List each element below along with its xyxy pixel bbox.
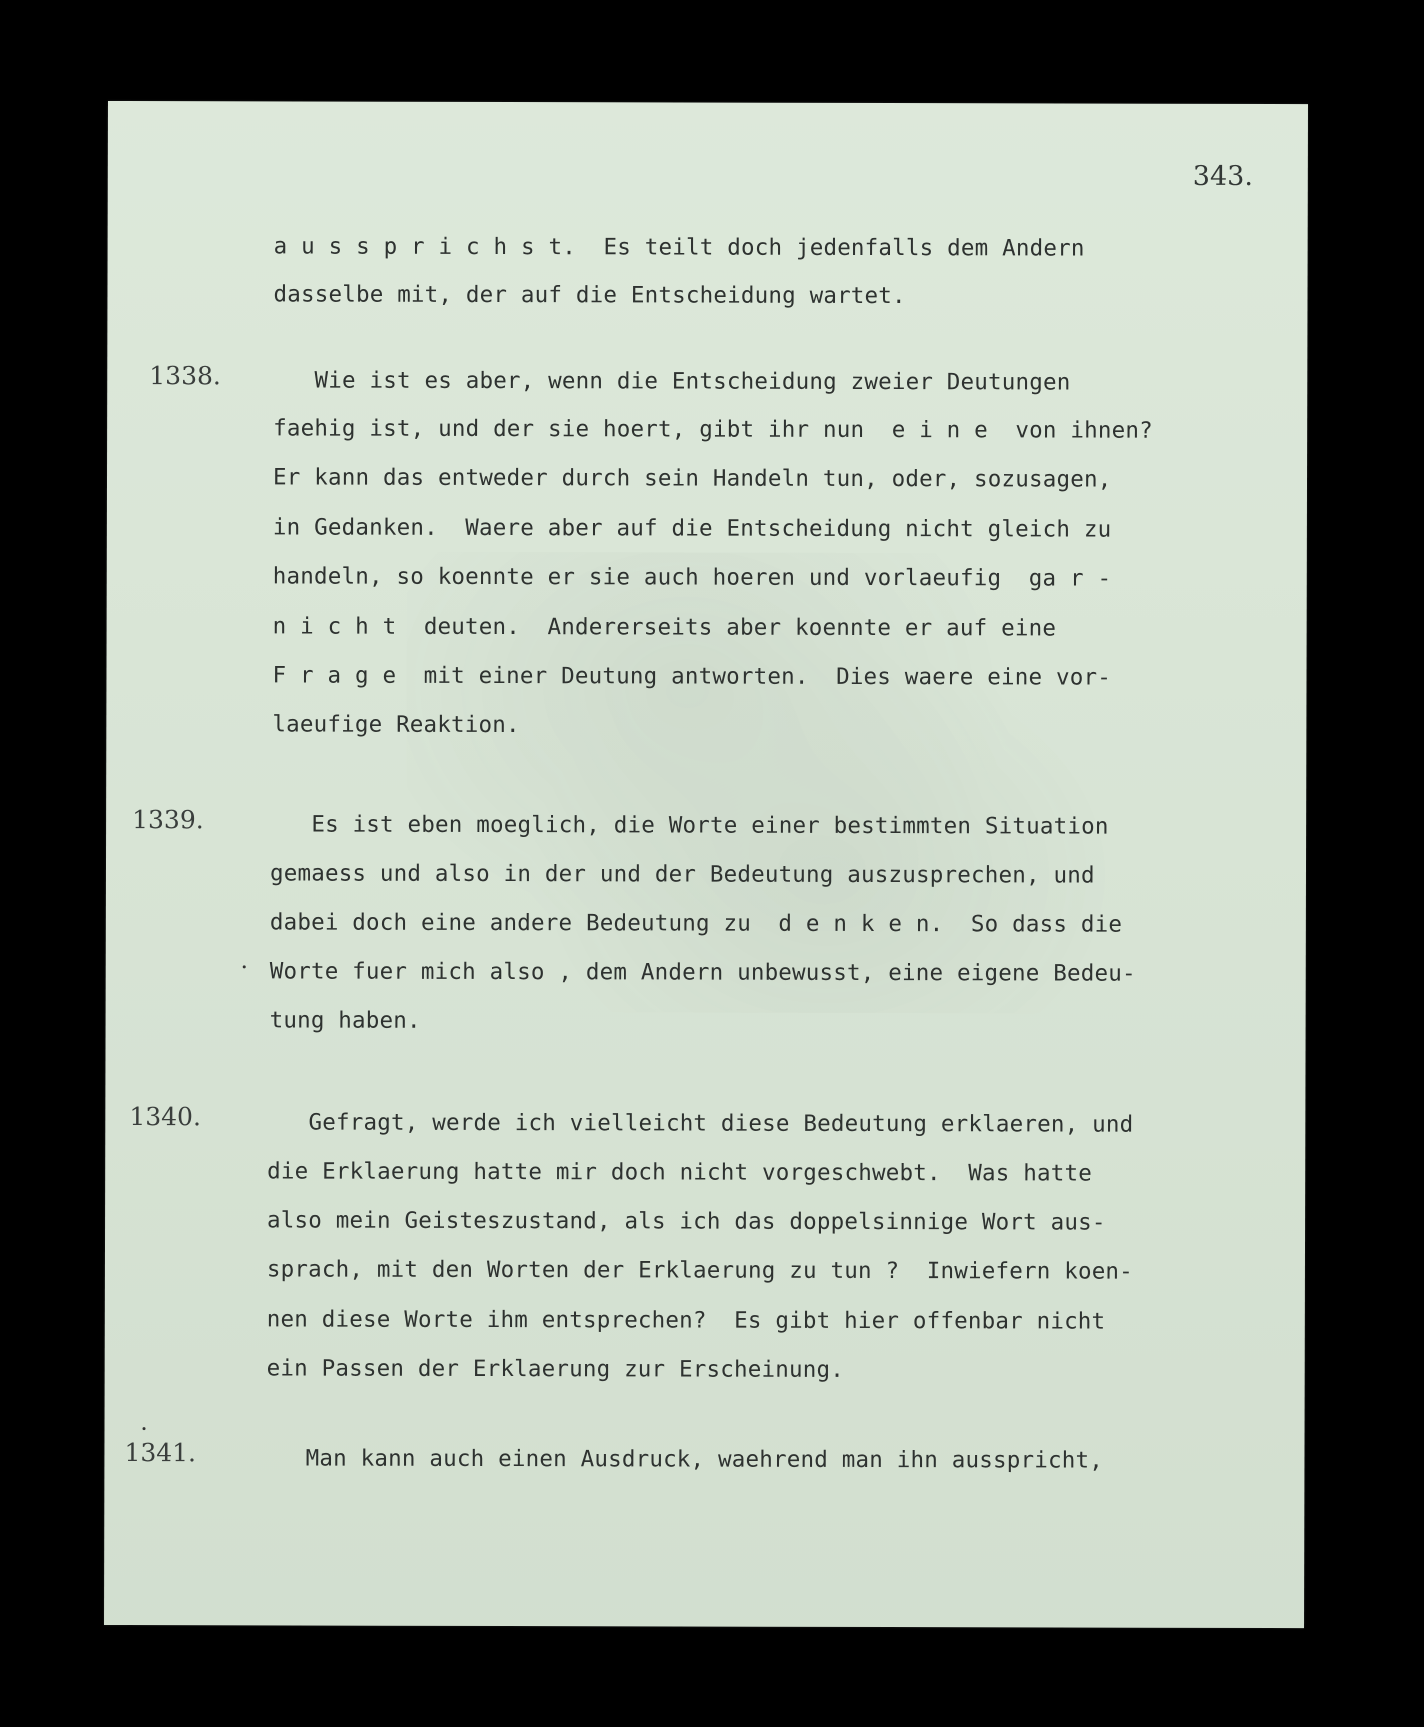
text-line: handeln, so koennte er sie auch hoeren und vorlaeufig ga r - — [272, 563, 1112, 592]
paragraph-number: 1341. — [124, 1438, 197, 1468]
text-line: faehig ist, und der sie hoert, gibt ihr nun e i n e von ihnen? — [273, 415, 1153, 444]
text-line: Gefragt, werde ich vielleicht diese Bedeutung erklaeren, und — [267, 1109, 1134, 1138]
paragraph-number: 1339. — [132, 805, 204, 835]
paragraph-number: 1338. — [149, 361, 221, 391]
text-line: Er kann das entweder durch sein Handeln tun, oder, sozusagen, — [272, 464, 1112, 493]
typewritten-page — [104, 101, 1308, 1628]
text-line: F r a g e mit einer Deutung antworten. Dies waere eine vor- — [272, 662, 1112, 691]
text-line: die Erklaerung hatte mir doch nicht vorgeschwebt. Was hatte — [267, 1158, 1093, 1187]
paragraph-number: 1340. — [129, 1102, 201, 1132]
paragraph-1341 — [104, 101, 1308, 1628]
text-line: Man kann auch einen Ausdruck, waehrend man ihn ausspricht, — [264, 1445, 1103, 1474]
text-line: in Gedanken. Waere aber auf die Entscheidung nicht gleich zu — [272, 514, 1112, 543]
text-line: dasselbe mit, der auf die Entscheidung wartet. — [273, 281, 906, 310]
text-line: tung haben. — [269, 1007, 421, 1034]
text-line: a u s s p r i c h s t. Es teilt doch jedenfalls dem Andern — [273, 233, 1085, 262]
text-line: Wie ist es aber, wenn die Entscheidung zweier Deutungen — [273, 367, 1071, 396]
text-line: also mein Geisteszustand, als ich das doppelsinnige Wort aus- — [267, 1207, 1106, 1236]
text-line: ein Passen der Erklaerung zur Erscheinung. — [266, 1355, 845, 1383]
text-line: Worte fuer mich also , dem Andern unbewusst, eine eigene Bedeu- — [269, 958, 1136, 987]
page-number: 343. — [1192, 160, 1253, 192]
text-line: Es ist eben moeglich, die Worte einer bestimmten Situation — [270, 811, 1109, 840]
text-line: n i c h t deuten. Andererseits aber koennte er auf eine — [272, 613, 1057, 642]
text-line: gemaess und also in der und der Bedeutung auszusprechen, und — [269, 860, 1095, 889]
text-line: dabei doch eine andere Bedeutung zu d e n k e n. So dass die — [269, 909, 1123, 938]
text-line: sprach, mit den Worten der Erklaerung zu tun ? Inwiefern koen- — [266, 1256, 1133, 1285]
text-line: nen diese Worte ihm entsprechen? Es gibt hier offenbar nicht — [266, 1306, 1106, 1335]
ink-dot — [143, 1427, 146, 1430]
text-line: laeufige Reaktion. — [272, 711, 520, 739]
